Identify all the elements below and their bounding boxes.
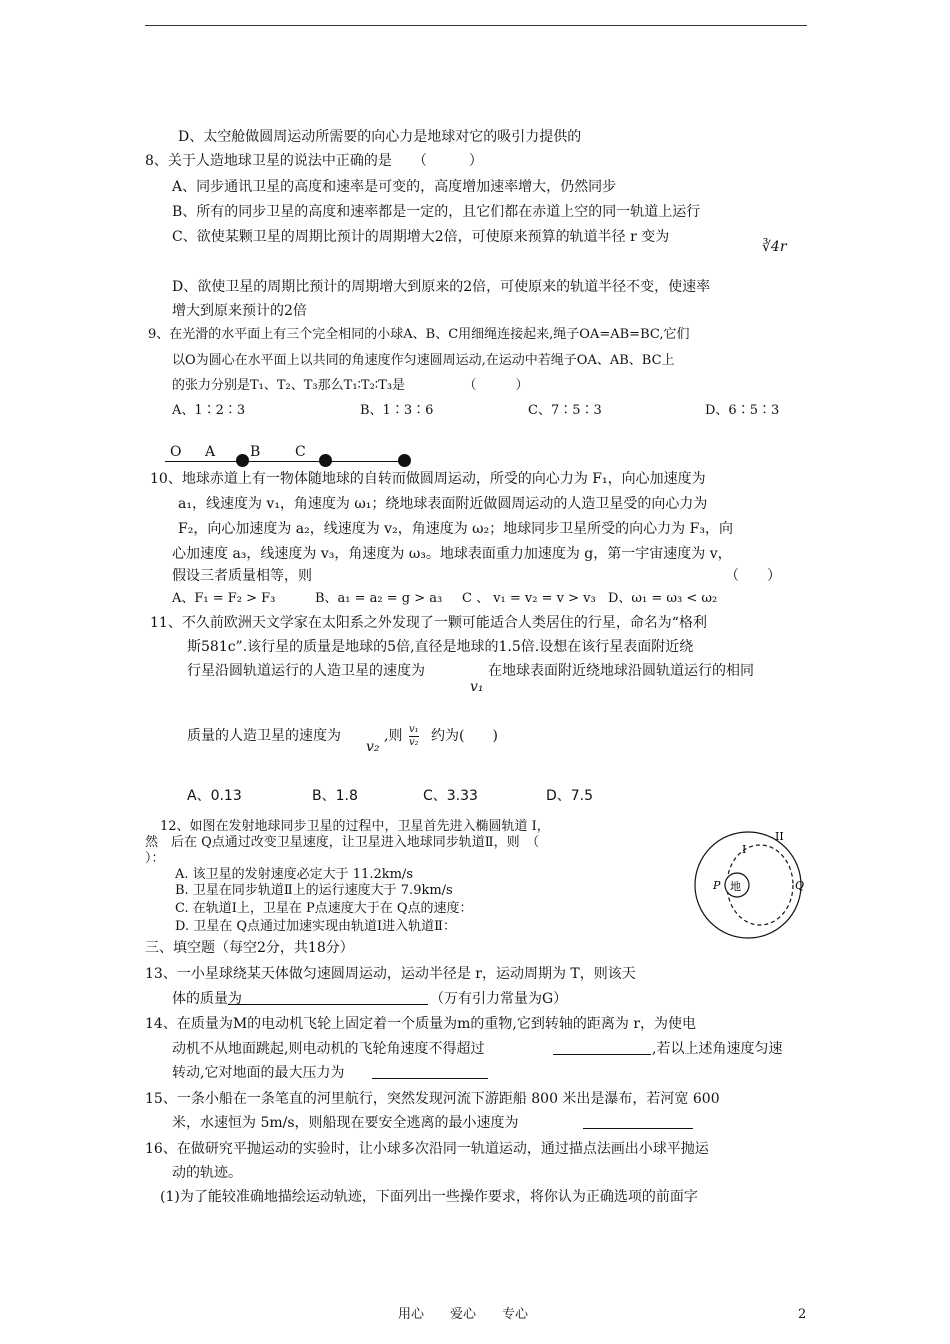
q12-orbit-diagram [684, 818, 814, 940]
q12-line2: 然 后在 Q点通过改变卫星速度，让卫星进入地球同步轨道Ⅱ，则 （ [145, 835, 540, 850]
q16-line3: (1)为了能较准确地描绘运动轨迹，下面列出一些操作要求，将你认为正确选项的前面字 [160, 1189, 698, 1205]
q9-label-c: C [295, 444, 306, 460]
q9-ball-b [319, 454, 332, 467]
q16-line1: 16、在做研究平抛运动的实验时，让小球多次沿同一轨道运动，通过描点法画出小球平抛运 [145, 1141, 709, 1157]
q11-line4c: 约为( ) [431, 728, 498, 744]
q12-earth-label: 地 [730, 880, 741, 893]
q11-fraction [409, 724, 419, 749]
q11-frac-den: v₂ [409, 737, 419, 748]
q10-option-a: A、F₁ = F₂ > F₃ [172, 591, 276, 606]
q9-line2: 以O为圆心在水平面上以共同的角速度作匀速圆周运动,在运动中若绳子OA、AB、BC上 [172, 353, 675, 368]
section3-heading: 三、填空题（每空2分，共18分） [145, 940, 354, 956]
q16-line2: 动的轨迹。 [172, 1165, 242, 1181]
q10-line4: 心加速度 a₃，线速度为 v₃，角速度为 ω₃。地球表面重力加速度为 g，第一宇宙速度为 v， [172, 546, 732, 562]
q8-option-c: C、欲使某颗卫星的周期比预计的周期增大2倍，可使原来预算的轨道半径 r 变为 [172, 229, 670, 245]
header-rule [145, 25, 807, 26]
q10-option-b: B、a₁ = a₂ = g > a₃ [315, 591, 443, 606]
q12-option-b: B. 卫星在同步轨道Ⅱ上的运行速度大于 7.9km/s [175, 883, 453, 898]
q15-line1: 15、一条小船在一条笔直的河里航行，突然发现河流下游距船 800 米出是瀑布，若河宽 600 [145, 1091, 720, 1107]
q9-label-b: B [250, 444, 261, 460]
q9-ball-c [398, 454, 411, 467]
q14-line2b: ,若以上述角速度匀速 [652, 1041, 783, 1057]
q11-option-c: C、3.33 [423, 788, 478, 804]
q11-frac-num: v₁ [409, 724, 419, 735]
q9-option-b: B、1∶3∶6 [360, 403, 434, 418]
q11-v1: v₁ [470, 679, 484, 695]
q14-answer-blank-1[interactable] [553, 1040, 651, 1060]
q10-line1: 10、地球赤道上有一物体随地球的自转而做圆周运动，所受的向心力为 F₁，向心加速度为 [150, 471, 706, 487]
page-number: 2 [798, 1307, 807, 1322]
q11-option-d: D、7.5 [546, 788, 594, 804]
q14-line3: 转动,它对地面的最大压力为 [172, 1065, 345, 1081]
q9-label-o: O [170, 444, 182, 460]
q15-line2: 米，水速恒为 5m/s，则船现在要安全逃离的最小速度为 [172, 1115, 519, 1131]
q9-line3: 的张力分别是T₁、T₂、T₃那么T₁∶T₂∶T₃是 （ ） [172, 378, 529, 393]
q12-option-a: A. 该卫星的发射速度必定大于 11.2km/s [175, 867, 413, 882]
q11-option-a: A、0.13 [187, 788, 242, 804]
q10-answer-paren: （ ） [725, 568, 781, 584]
q11-line4a: 质量的人造卫星的速度为 [187, 728, 341, 744]
q8-option-d-line2: 增大到原来预计的2倍 [172, 303, 307, 319]
q12-label-orbit-ii: II [775, 830, 784, 843]
q8-option-a: A、同步通讯卫星的高度和速率是可变的，高度增加速率增大，仍然同步 [172, 179, 617, 195]
q14-line2a: 动机不从地面跳起,则电动机的飞轮角速度不得超过 [172, 1041, 485, 1057]
q13-line1: 13、一小星球绕某天体做匀速圆周运动，运动半径是 r，运动周期为 T，则该天 [145, 966, 636, 982]
q11-line3b: 在地球表面附近绕地球沿圆轨道运行的相同 [488, 663, 754, 679]
q13-line2b: （万有引力常量为G） [430, 991, 568, 1007]
q8-option-b: B、所有的同步卫星的高度和速率都是一定的，且它们都在赤道上空的同一轨道上运行 [172, 204, 701, 220]
q10-option-d: D、ω₁ = ω₃ < ω₂ [608, 591, 718, 606]
q10-option-c: C 、 v₁ = v₂ = v > v₃ [462, 591, 596, 606]
q9-rope [165, 461, 408, 462]
q11-v2: v₂ [366, 739, 380, 755]
q9-label-a: A [205, 444, 216, 460]
q8-option-d-line1: D、欲使卫星的周期比预计的周期增大到原来的2倍，可使原来的轨道半径不变，使速率 [172, 279, 711, 295]
q11-line3a: 行星沿圆轨道运行的人造卫星的速度为 [187, 663, 425, 679]
q9-option-d: D、6∶5∶3 [705, 403, 780, 418]
q12-label-orbit-i: I [742, 843, 747, 856]
q11-option-b: B、1.8 [312, 788, 358, 804]
q14-line1: 14、在质量为M的电动机飞轮上固定着一个质量为m的重物,它到转轴的距离为 r，为使电 [145, 1016, 697, 1032]
q15-answer-blank[interactable] [583, 1114, 693, 1134]
q9-line1: 9、在光滑的水平面上有三个完全相同的小球A、B、C用细绳连接起来,绳子OA=AB=BC,它们 [148, 327, 690, 342]
q14-answer-blank-2[interactable] [372, 1064, 488, 1084]
q13-line2a: 体的质量为 [172, 991, 242, 1007]
q10-line5: 假设三者质量相等，则 [172, 568, 312, 584]
q12-option-d: D. 卫星在 Q点通过加速实现由轨道Ⅰ进入轨道Ⅱ： [175, 919, 456, 934]
q8-c-formula: ∛4r [762, 239, 787, 255]
q12-option-c: C. 在轨道Ⅰ上，卫星在 P点速度大于在 Q点的速度： [175, 901, 473, 916]
q10-line2: a₁，线速度为 v₁，角速度为 ω₁；绕地球表面附近做圆周运动的人造卫星受的向心力为 [178, 496, 708, 512]
q12-label-p: P [713, 879, 721, 892]
q12-label-q: Q [795, 879, 805, 892]
q11-line1: 11、不久前欧洲天文学家在太阳系之外发现了一颗可能适合人类居住的行星，命名为“格利 [150, 615, 707, 631]
q10-line3: F₂，向心加速度为 a₂，线速度为 v₂，角速度为 ω₂；地球同步卫星所受的向心力为 F₃，向 [178, 521, 733, 537]
q11-line4b: ,则 [384, 728, 403, 744]
q9-option-a: A、1∶2∶3 [172, 403, 246, 418]
footer-motto: 用心 爱心 专心 [398, 1307, 529, 1322]
q11-line2: 斯581c”.该行星的质量是地球的5倍,直径是地球的1.5倍.设想在该行星表面附近绕 [187, 639, 694, 655]
q9-option-c: C、7∶5∶3 [528, 403, 602, 418]
q7-option-d: D、太空舱做圆周运动所需要的向心力是地球对它的吸引力提供的 [178, 129, 582, 145]
q8-stem: 8、关于人造地球卫星的说法中正确的是 （ ） [145, 153, 483, 169]
q12-line1: 12、如图在发射地球同步卫星的过程中，卫星首先进入椭圆轨道 I， [160, 819, 550, 834]
q12-line3: ）： [145, 851, 165, 866]
q13-answer-blank[interactable] [228, 990, 428, 1010]
q9-ball-a [236, 454, 249, 467]
